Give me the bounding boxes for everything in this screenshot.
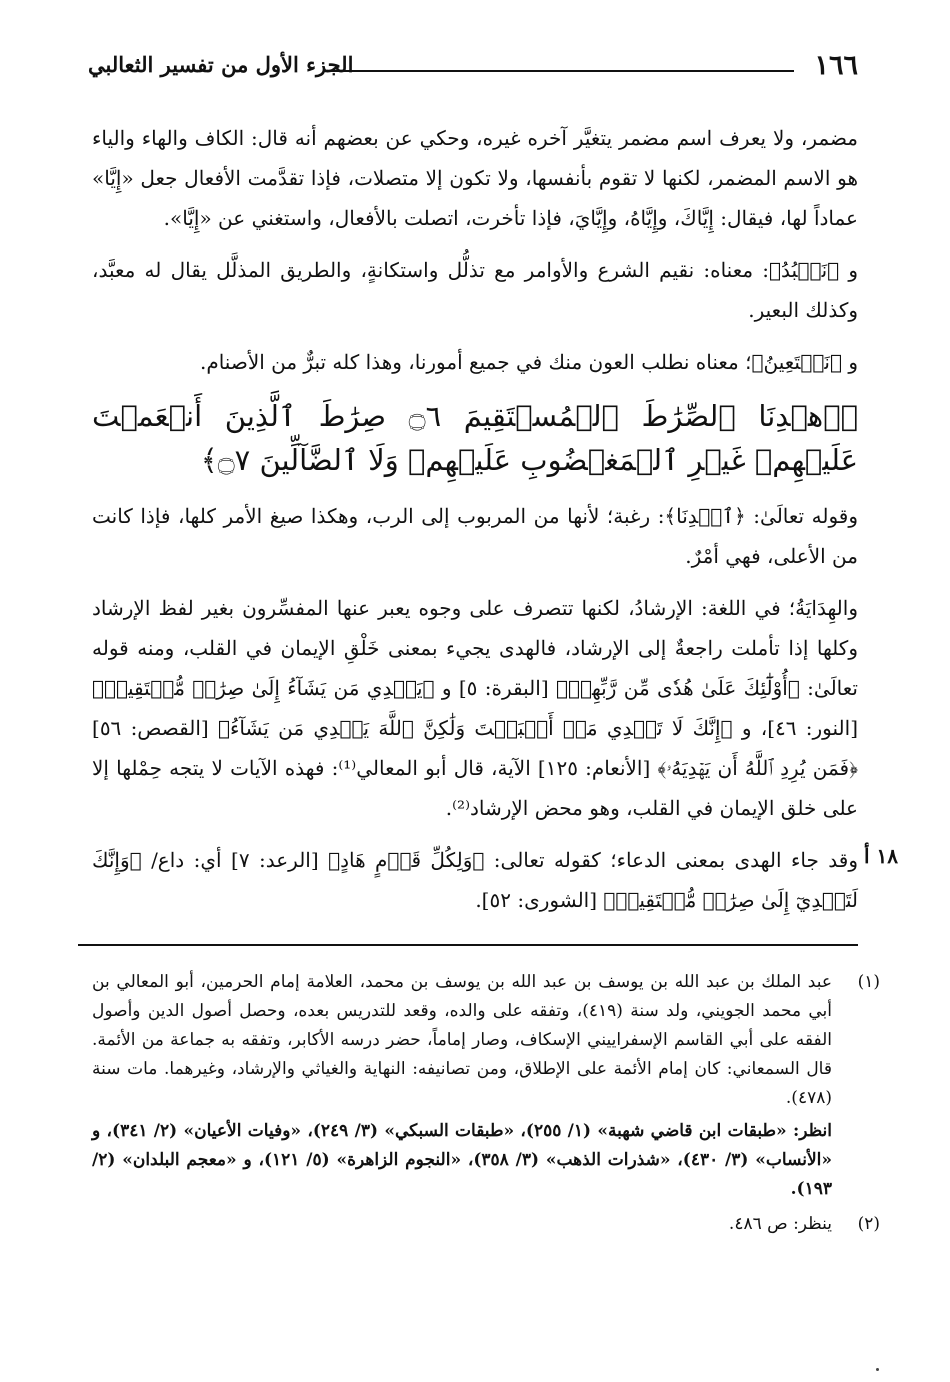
- scan-speck: [876, 1368, 879, 1371]
- paragraph-naabudu: و ﴿نَعۡبُدُ﴾: معناه: نقيم الشرع والأوامر مع تذلُّل واستكانةٍ، والطريق المذلَّل يقال له معبَّد، وكذلك البعير.: [92, 258, 859, 322]
- manuscript-folio-marker: ١٨ أ: [863, 844, 898, 868]
- paragraph-hidaya: والهِدَايَةُ؛ في اللغة: الإرشادُ، لكنها تتصرف على وجوه يعبر عنها المفسِّرون بغير لفظ الإرشاد وكلها إذا تأملت راجعةٌ إلى الإرشاد، فالهدى يجيء بمعنى خَلْقِ الإيمان في القلب، ومنه قوله تعالَىٰ: ﴿أُوْلَٰٓئِكَ عَلَىٰ هُدٗى مِّن رَّبِّهِمۡ﴾ [البقرة: ٥] و ﴿يَهۡدِي مَن يَشَآءُ إِلَىٰ صِرَٰطٖ مُّسۡتَقِيمٖ﴾ [النور: ٤٦]، و ﴿إِنَّكَ لَا تَهۡدِي مَنۡ أَحۡبَبۡتَ وَلَٰكِنَّ ٱللَّهَ يَهۡدِي مَن يَشَآءُ﴾ [القصص: ٥٦] ﴿فَمَن يُرِدِ ٱللَّهُ أَن يَهۡدِيَهُۥ﴾ [الأنعام: ١٢٥] الآية، قال أبو المعالي⁽¹⁾: فهذه الآيات لا يتجه حِمْلها إلا على خلق الإيمان في القلب، وهو محض الإرشاد⁽²⁾.: [92, 596, 859, 820]
- header-rule: [328, 70, 794, 72]
- paragraph-ihdina: وقوله تعالَىٰ: ﴿ٱهۡدِنَا﴾: رغبة؛ لأنها من المربوب إلى الرب، وهكذا صيغ الأمر كلها، فإذا كانت من الأعلى، فهي أمْرٌ.: [92, 504, 858, 568]
- footnote-number: (٢): [857, 1214, 880, 1234]
- footnote-2: [92, 1210, 880, 1239]
- page-number: ١٦٦: [814, 50, 858, 81]
- footnote-separator: [78, 944, 858, 946]
- footnote-text: عبد الملك بن عبد الله بن يوسف بن عبد الله بن يوسف بن محمد، العلامة إمام الحرمين، أبو المعالي بن أبي محمد الجويني، ولد سنة (٤١٩)، وتفقه على والده، وقعد للتدريس بعده، وحصل أصول الدين وأصول الفقه على أبي القاسم الإسفراييني الإسكاف، وصار إماماً، حضر درسه الأكابر، وتفقه به جماعة من الأئمة. قال السمعاني: كان إمام الأئمة على الإطلاق، ومن تصانيفه: النهاية والغياثي والإرشاد، وغيرهما. مات سنة (٤٧٨).: [92, 972, 833, 1108]
- main-text: [92, 118, 898, 932]
- footnote-1: [92, 968, 880, 1113]
- quran-verse-block: ﴿ٱهۡدِنَا ٱلصِّرَٰطَ ٱلۡمُسۡتَقِيمَ ۝٦ صِرَٰطَ ٱلَّذِينَ أَنۡعَمۡتَ عَلَيۡهِمۡ غَيۡرِ ٱلۡمَغۡضُوبِ عَلَيۡهِمۡ وَلَا ٱلضَّآلِّينَ ۝٧﴾: [92, 399, 858, 477]
- footnotes: [92, 968, 880, 1243]
- running-header: [88, 50, 858, 90]
- footnote-text: ينظر: ص ٤٨٦.: [728, 1214, 832, 1234]
- paragraph-pronoun: مضمر، ولا يعرف اسم مضمر يتغيَّر آخره غيره، وحكي عن بعضهم أنه قال: الكاف والهاء والياء هو الاسم المضمر، لكنها لا تقوم بأنفسها، ولا تكون إلا متصلات، فإذا تقدَّمت الأفعال جعل «إِيَّا» عماداً لها، فيقال: إِيَّاكَ، وإِيَّاهُ، وإِيَّايَ، فإذا تأخرت، اتصلت بالأفعال، واستغني عن «إِيَّا».: [92, 126, 858, 230]
- paragraph-nastaeen: و ﴿نَسۡتَعِينُ﴾؛ معناه نطلب العون منك في جميع أمورنا، وهذا كله تبرٌّ من الأصنام.: [199, 350, 858, 374]
- running-title: الجزء الأول من تفسير الثعالبي: [88, 52, 354, 77]
- footnote-number: (١): [857, 972, 880, 992]
- paragraph-dua: وقد جاء الهدى بمعنى الدعاء؛ كقوله تعالى: ﴿وَلِكُلِّ قَوۡمٍ هَادٍ﴾ [الرعد: ٧] أي: داع/ ﴿وَإِنَّكَ لَتَهۡدِيٓ إِلَىٰ صِرَٰطٖ مُّسۡتَقِيمٖ﴾ [الشورى: ٥٢].: [92, 848, 858, 912]
- footnote-1-sources: [92, 1117, 880, 1204]
- footnote-sources-text: انظر: «طبقات ابن قاضي شهبة» (١/ ٢٥٥)، «طبقات السبكي» (٣/ ٢٤٩)، «وفيات الأعيان» (٢/ ٣٤١)، و «الأنساب» (٣/ ٤٣٠)، «شذرات الذهب» (٣/ ٣٥٨)، «النجوم الزاهرة» (٥/ ١٢١)، و «معجم البلدان» (٢/ ١٩٣).: [92, 1121, 833, 1199]
